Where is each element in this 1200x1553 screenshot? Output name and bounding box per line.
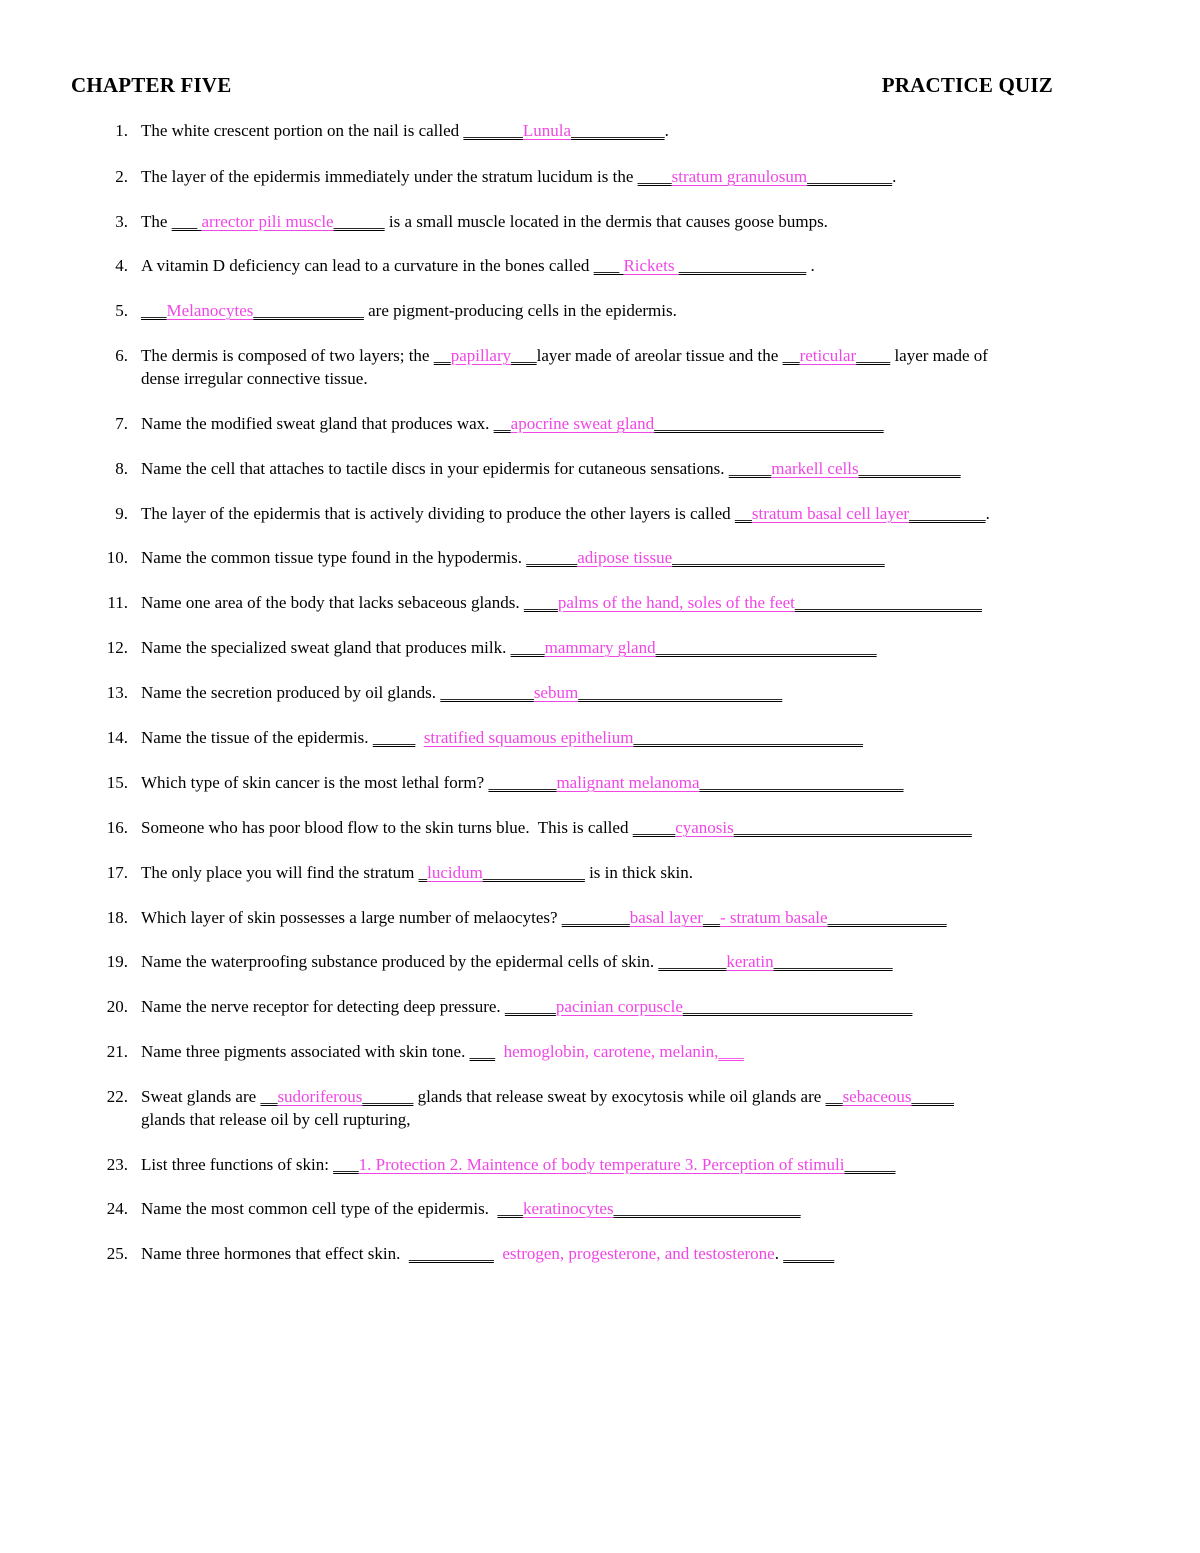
question-text — [141, 771, 904, 794]
answer-text: 1. Protection 2. Maintence of body temperature 3. Perception of stimuli — [358, 1155, 845, 1174]
answer-blank: ______________________ — [794, 593, 982, 612]
question-text-continued: glands that release oil by cell rupturing, — [141, 1110, 411, 1129]
answer-text: sebaceous — [842, 1087, 912, 1106]
question-text — [141, 726, 863, 749]
answer-blank: ___________ — [440, 683, 534, 702]
question-segment: layer made of areolar tissue and the — [536, 346, 783, 365]
question-number: 22. — [106, 1087, 128, 1106]
question-text — [141, 681, 782, 704]
answer-blank: ___ — [333, 1155, 359, 1174]
answer-text: stratified squamous epithelium — [423, 728, 634, 747]
question-segment: . — [985, 504, 990, 523]
question-text — [141, 412, 884, 435]
answer-blank: _______________ — [678, 256, 807, 275]
question-segment: are pigment-producing cells in the epidermis. — [363, 301, 677, 320]
question-segment: . — [774, 1244, 784, 1263]
answer-blank: ____ — [510, 638, 545, 657]
question-text — [141, 165, 896, 188]
question-segment: The only place you will find the stratum — [141, 863, 419, 882]
answer-blank: _______ — [463, 121, 523, 140]
page-header — [71, 73, 1053, 99]
question-segment: The layer of the epidermis immediately under the stratum lucidum is the — [141, 167, 638, 186]
answer-blank: ______ — [504, 997, 556, 1016]
answer-blank: ________________________ — [699, 773, 904, 792]
answer-blank: ___ — [469, 1042, 496, 1061]
chapter-title: CHAPTER FIVE — [71, 73, 232, 97]
answer-blank: __________ — [408, 1244, 494, 1263]
answer-blank: __ — [433, 346, 451, 365]
answer-text: apocrine sweat gland — [510, 414, 655, 433]
answer-blank: ________ — [658, 952, 727, 971]
question-segment: Sweat glands are — [141, 1087, 261, 1106]
question-segment: . — [664, 121, 669, 140]
answer-blank: ______ — [844, 1155, 896, 1174]
question-text — [141, 906, 947, 929]
answer-blank: ____ — [637, 167, 672, 186]
question-segment: Name the modified sweat gland that produces wax. — [141, 414, 494, 433]
question-segment: Name the common tissue type found in the hypodermis. — [141, 548, 527, 567]
quiz-title: PRACTICE QUIZ — [881, 73, 1053, 97]
answer-text: markell cells — [771, 459, 859, 478]
answer-text: pacinian corpuscle — [555, 997, 683, 1016]
answer-text: - stratum basale — [719, 908, 828, 927]
answer-blank: ____________ — [858, 459, 961, 478]
answer-blank: _____________ — [253, 301, 364, 320]
question-number: 20. — [106, 997, 128, 1016]
question-number: 7. — [115, 414, 128, 433]
question-number: 21. — [106, 1042, 128, 1061]
question-segment: Name the tissue of the epidermis. — [141, 728, 373, 747]
question-text — [141, 995, 912, 1018]
answer-text: reticular — [799, 346, 857, 365]
question-number: 23. — [106, 1155, 128, 1174]
question-text — [141, 636, 877, 659]
question-segment: . — [892, 167, 897, 186]
question-number: 3. — [115, 212, 128, 231]
question-segment: Name the cell that attaches to tactile discs in your epidermis for cutaneous sensations. — [141, 459, 729, 478]
question-number: 14. — [106, 728, 128, 747]
answer-text: adipose tissue — [577, 548, 673, 567]
answer-blank: ___ — [171, 212, 202, 231]
answer-blank: ___ — [141, 301, 167, 320]
question-text — [141, 119, 669, 142]
answer-blank: __ — [825, 1087, 843, 1106]
question-segment: Which type of skin cancer is the most lethal form? — [141, 773, 489, 792]
question-number: 25. — [106, 1244, 128, 1263]
answer-blank: _ — [418, 863, 428, 882]
answer-text: papillary — [450, 346, 512, 365]
answer-text: lucidum — [427, 863, 483, 882]
answer-blank: ______ — [362, 1087, 414, 1106]
answer-blank: ______ — [526, 548, 578, 567]
answer-blank: _____ — [911, 1087, 954, 1106]
question-text — [141, 1242, 834, 1265]
answer-text: arrector pili muscle — [201, 212, 334, 231]
answer-blank: _________ — [909, 504, 986, 523]
question-number: 4. — [115, 256, 128, 275]
question-segment: Name the secretion produced by oil glands. — [141, 683, 441, 702]
question-text — [141, 299, 677, 322]
question-segment — [415, 728, 424, 747]
question-segment: glands that release sweat by exocytosis while oil glands are — [413, 1087, 826, 1106]
question-segment: The layer of the epidermis that is actively dividing to produce the other layers is called — [141, 504, 735, 523]
question-number: 15. — [106, 773, 128, 792]
answer-text: Melanocytes — [166, 301, 254, 320]
question-segment: Name one area of the body that lacks sebaceous glands. — [141, 593, 524, 612]
question-segment: Name the nerve receptor for detecting deep pressure. — [141, 997, 505, 1016]
answer-blank: __ — [734, 504, 752, 523]
question-number: 9. — [115, 504, 128, 523]
question-number: 24. — [106, 1199, 128, 1218]
answer-blank: ____________________________ — [733, 818, 972, 837]
question-segment — [495, 1042, 504, 1061]
answer-blank: ___ — [497, 1199, 523, 1218]
question-segment: Name the most common cell type of the epidermis. — [141, 1199, 498, 1218]
answer-blank: __ — [702, 908, 720, 927]
question-segment: Name the waterproofing substance produced by the epidermal cells of skin. — [141, 952, 659, 971]
question-number: 1. — [115, 121, 128, 140]
question-text — [141, 502, 990, 525]
answer-text: keratin — [726, 952, 774, 971]
answer-text: stratum granulosum — [671, 167, 808, 186]
answer-blank: _________________________ — [672, 548, 885, 567]
answer-text: basal layer — [629, 908, 703, 927]
question-segment: is a small muscle located in the dermis that causes goose bumps. — [384, 212, 828, 231]
answer-blank: ___________________________ — [633, 728, 863, 747]
answer-blank: ___________________________ — [654, 414, 884, 433]
answer-blank: __ — [493, 414, 511, 433]
answer-blank: ______________ — [827, 908, 947, 927]
question-segment: Which layer of skin possesses a large number of melaocytes? — [141, 908, 562, 927]
answer-text: ___ — [718, 1042, 744, 1061]
question-text — [141, 210, 828, 233]
question-text — [141, 1085, 954, 1131]
question-segment: Name three hormones that effect skin. — [141, 1244, 409, 1263]
answer-text: keratinocytes — [522, 1199, 614, 1218]
question-number: 16. — [106, 818, 128, 837]
answer-text: hemoglobin, carotene, melanin, — [503, 1042, 719, 1061]
question-text-continued: dense irregular connective tissue. — [141, 369, 368, 388]
question-segment: Someone who has poor blood flow to the skin turns blue. This is called — [141, 818, 633, 837]
question-number: 17. — [106, 863, 128, 882]
question-segment: Name three pigments associated with skin tone. — [141, 1042, 470, 1061]
answer-blank: ________________________ — [578, 683, 783, 702]
answer-blank: _____ — [372, 728, 416, 747]
answer-text: Lunula — [522, 121, 572, 140]
question-number: 10. — [106, 548, 128, 567]
answer-blank: _____ — [728, 459, 772, 478]
question-segment: The — [141, 212, 172, 231]
question-segment: is in thick skin. — [584, 863, 693, 882]
question-text — [141, 816, 972, 839]
question-text — [141, 861, 693, 884]
question-text — [141, 950, 893, 973]
answer-text: cyanosis — [675, 818, 734, 837]
question-segment: List three functions of skin: — [141, 1155, 334, 1174]
answer-blank: ___________ — [571, 121, 665, 140]
question-text — [141, 457, 961, 480]
question-number: 11. — [107, 593, 128, 612]
question-text — [141, 546, 885, 569]
answer-blank: ________ — [488, 773, 557, 792]
answer-blank: ___________________________ — [682, 997, 913, 1016]
question-segment: A vitamin D deficiency can lead to a curvature in the bones called — [141, 256, 594, 275]
answer-blank: ___ — [511, 346, 537, 365]
answer-blank: _____ — [632, 818, 676, 837]
answer-text: sebum — [533, 683, 579, 702]
question-number: 8. — [115, 459, 128, 478]
question-number: 18. — [106, 908, 128, 927]
answer-blank: ______________ — [773, 952, 893, 971]
answer-blank: ________ — [561, 908, 630, 927]
answer-blank: __ — [260, 1087, 278, 1106]
question-text — [141, 1197, 801, 1220]
answer-blank: ____________ — [482, 863, 585, 882]
question-number: 5. — [115, 301, 128, 320]
question-number: 6. — [115, 346, 128, 365]
question-text — [141, 591, 982, 614]
question-text — [141, 1153, 895, 1176]
question-segment: Name the specialized sweat gland that produces milk. — [141, 638, 511, 657]
question-number: 13. — [106, 683, 128, 702]
question-segment: The white crescent portion on the nail is called — [141, 121, 464, 140]
question-number: 19. — [106, 952, 128, 971]
question-number: 12. — [106, 638, 128, 657]
question-text — [141, 254, 815, 277]
answer-blank: ______ — [783, 1244, 835, 1263]
answer-blank: ______ — [333, 212, 385, 231]
answer-text: stratum basal cell layer — [751, 504, 910, 523]
answer-text: malignant melanoma — [556, 773, 700, 792]
answer-blank: __________________________ — [655, 638, 877, 657]
question-text — [141, 344, 988, 390]
answer-text: Rickets — [623, 256, 679, 275]
question-segment: layer made of — [890, 346, 988, 365]
answer-blank: ______________________ — [613, 1199, 801, 1218]
answer-text: mammary gland — [544, 638, 656, 657]
answer-blank: ___ — [593, 256, 624, 275]
question-number: 2. — [115, 167, 128, 186]
question-segment: The dermis is composed of two layers; the — [141, 346, 434, 365]
answer-blank: __________ — [807, 167, 893, 186]
answer-blank: __ — [782, 346, 800, 365]
answer-text: estrogen, progesterone, and testosterone — [502, 1244, 775, 1263]
question-segment: . — [806, 256, 815, 275]
question-text — [141, 1040, 744, 1063]
answer-blank: ____ — [523, 593, 558, 612]
answer-blank: ____ — [856, 346, 891, 365]
answer-text: palms of the hand, soles of the feet — [557, 593, 795, 612]
answer-text: sudoriferous — [277, 1087, 363, 1106]
